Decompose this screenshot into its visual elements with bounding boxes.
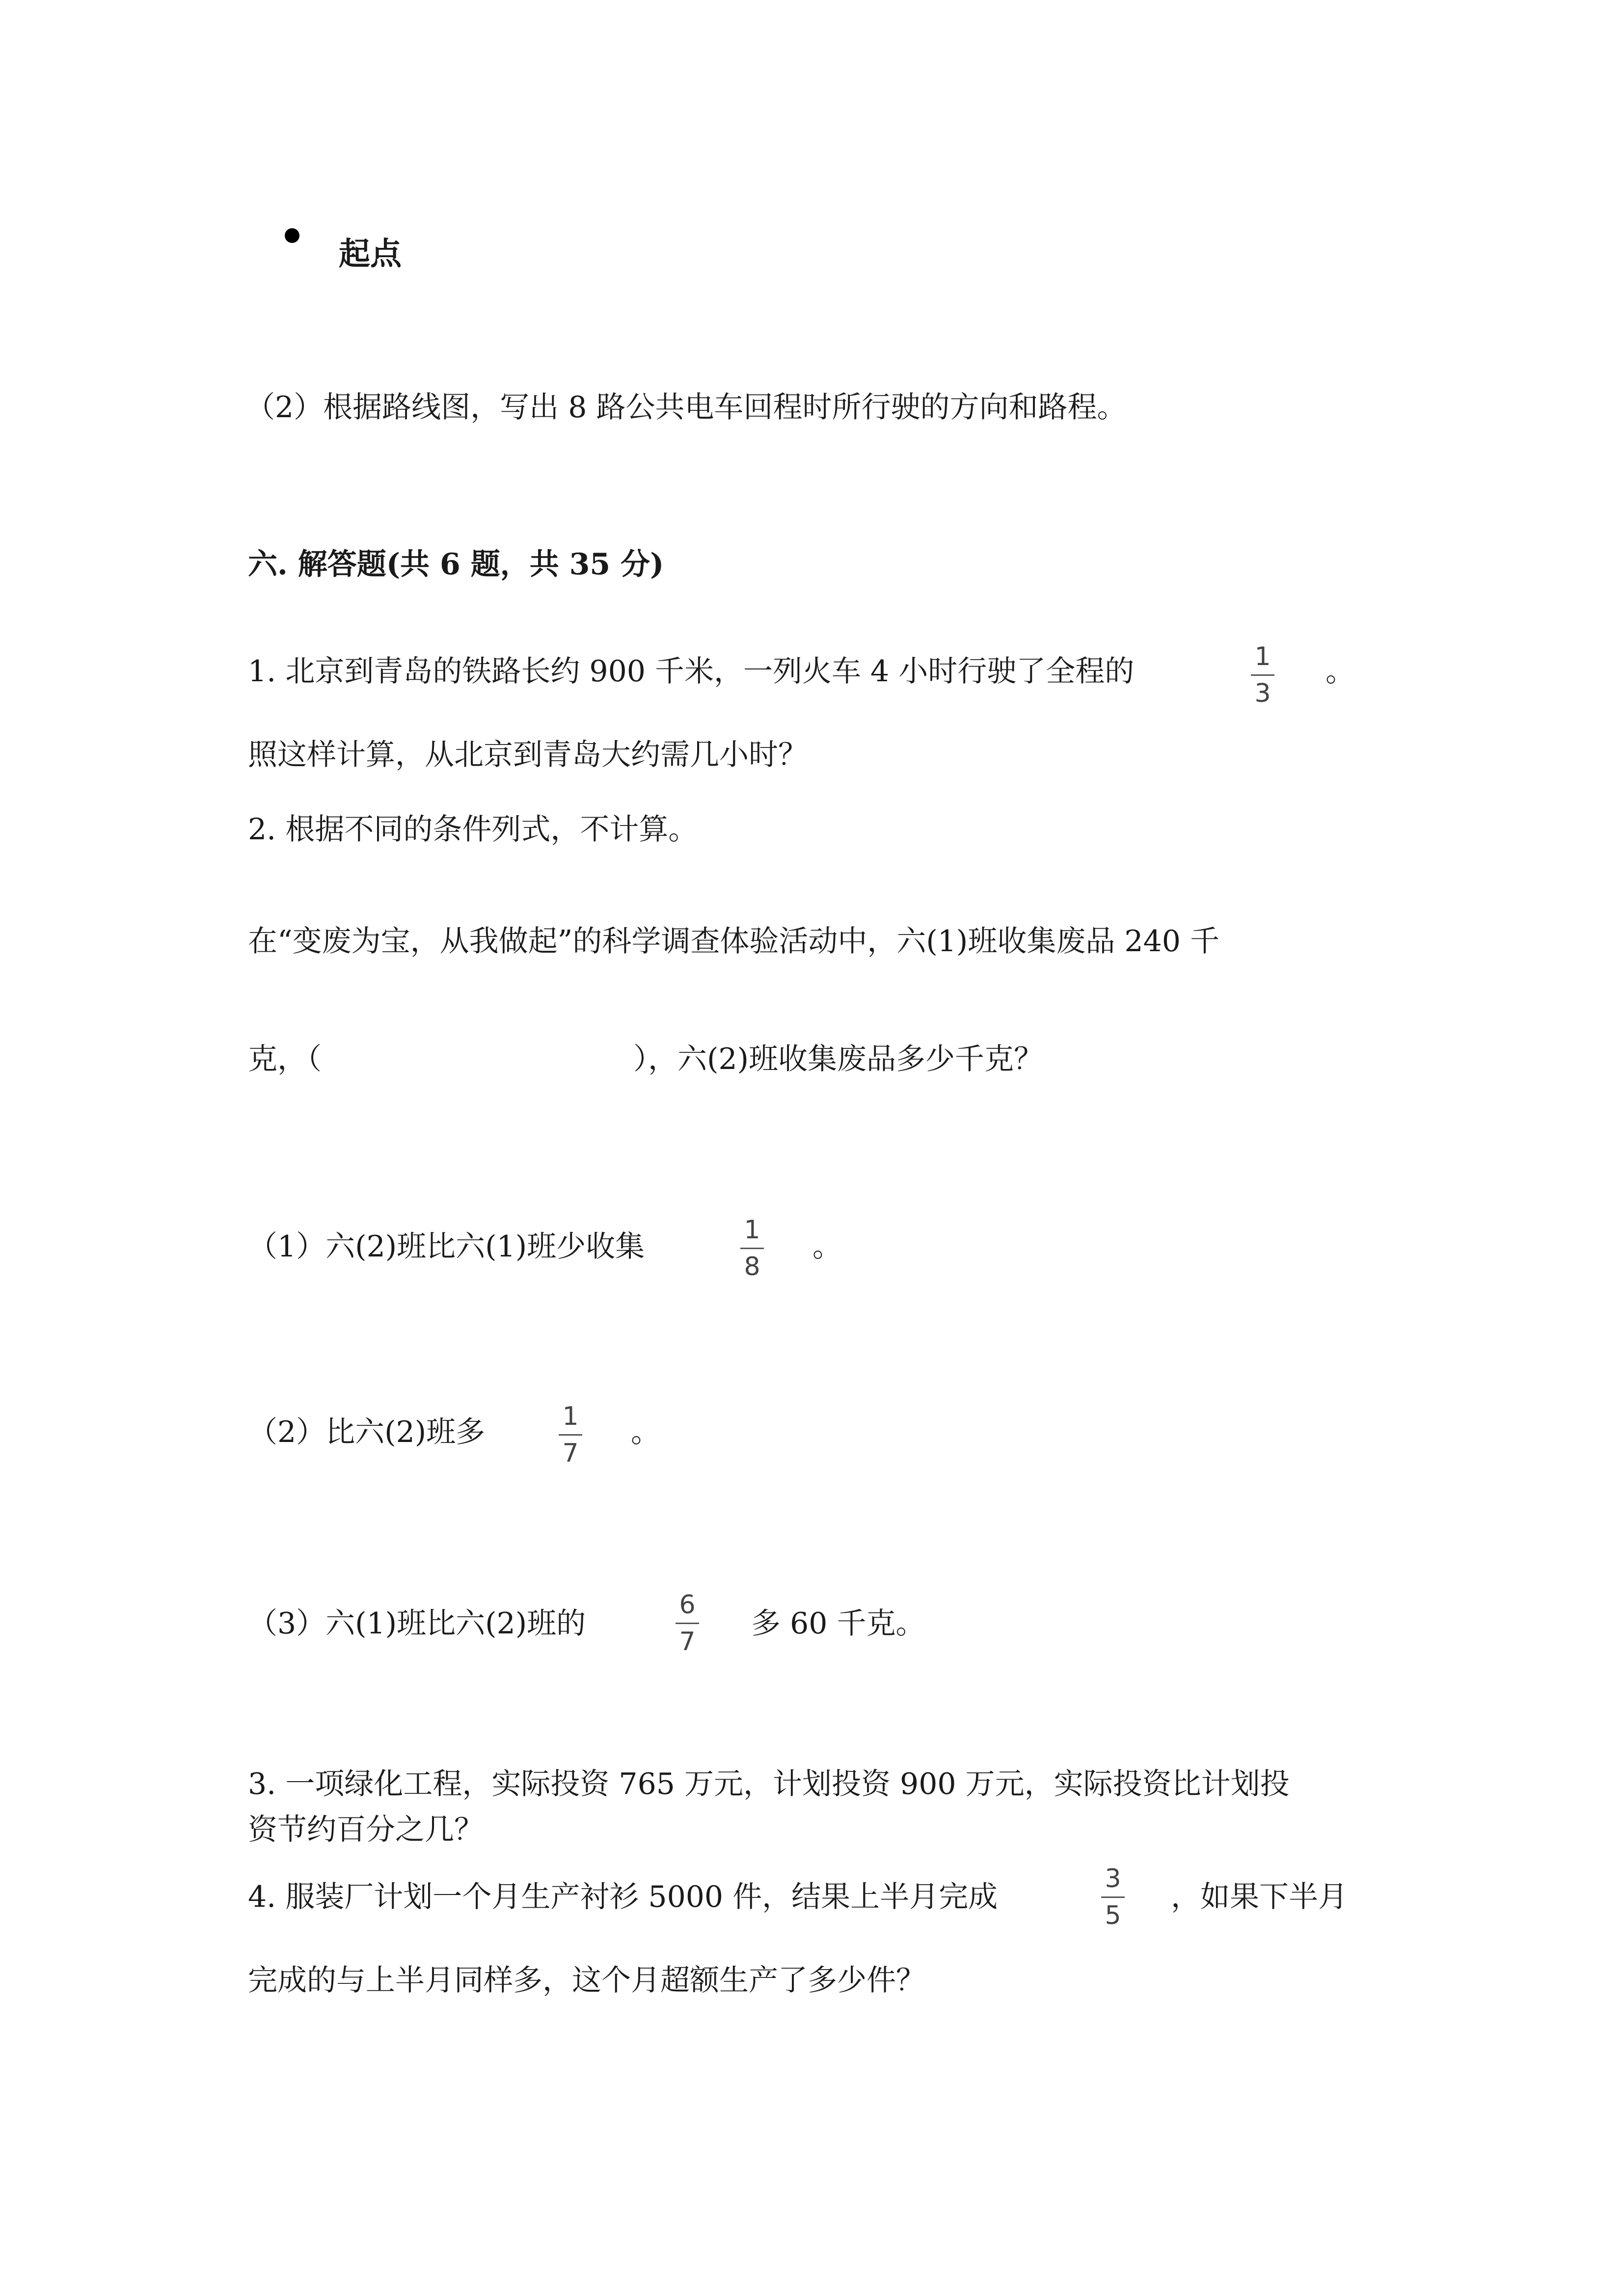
problem-4-line-2: 完成的与上半月同样多，这个月超额生产了多少件？: [248, 1963, 925, 1998]
problem-2-sub-1-period: 。: [812, 1229, 842, 1264]
fraction-bar: [676, 1623, 699, 1624]
start-point-label: 起点: [339, 236, 402, 272]
problem-2-title: 2. 根据不同的条件列式，不计算。: [248, 812, 698, 847]
problem-1-line-1: 1. 北京到青岛的铁路长约 900 千米，一列火车 4 小时行驶了全程的: [248, 654, 1135, 689]
fraction-numerator: 1: [562, 1402, 579, 1431]
problem-2-sub-2: （2）比六(2)班多: [248, 1415, 486, 1449]
problem-1-period: 。: [1326, 654, 1355, 689]
problem-4-line-1: 4. 服装厂计划一个月生产衬衫 5000 件，结果上半月完成: [248, 1880, 998, 1914]
fraction-bar: [559, 1434, 582, 1436]
fraction-denominator: 7: [679, 1627, 696, 1656]
fraction-numerator: 1: [1254, 642, 1271, 671]
problem-4-line-1-tail: ，如果下半月: [1171, 1880, 1348, 1914]
problem-2-sub-3: （3）六(1)班比六(2)班的: [248, 1606, 586, 1641]
problem-2-sub-3-tail: 多 60 千克。: [751, 1606, 925, 1641]
problem-2-sub-3-fraction: [672, 1590, 703, 1656]
problem-1-line-2: 照这样计算，从北京到青岛大约需几小时？: [248, 738, 808, 772]
problem-2-line-1: 在“变废为宝，从我做起”的科学调查体验活动中，六(1)班收集废品 240 千: [248, 924, 1220, 959]
fraction-denominator: 5: [1105, 1901, 1121, 1930]
fraction-numerator: 3: [1105, 1864, 1121, 1894]
section-title: 六. 解答题(共 6 题，共 35 分): [248, 547, 664, 582]
fraction-bar: [740, 1248, 764, 1249]
fraction-numerator: 1: [744, 1215, 760, 1245]
problem-3-line-1: 3. 一项绿化工程，实际投资 765 万元，计划投资 900 万元，实际投资比计划投: [248, 1767, 1290, 1801]
problem-2-sub-2-period: 。: [631, 1415, 660, 1449]
question-5-2: （2）根据路线图，写出 8 路公共电车回程时所行驶的方向和路程。: [245, 390, 1127, 425]
problem-3-line-2: 资节约百分之几？: [248, 1813, 484, 1847]
fraction-denominator: 8: [744, 1252, 760, 1281]
fraction-denominator: 7: [562, 1439, 579, 1468]
problem-2-sub-1-fraction: [736, 1215, 768, 1281]
problem-1-fraction: [1247, 642, 1278, 708]
problem-2-line-2b: ），六(2)班收集废品多少千克？: [633, 1042, 1043, 1076]
fraction-denominator: 3: [1254, 679, 1271, 708]
problem-2-sub-1: （1）六(2)班比六(1)班少收集: [248, 1229, 645, 1264]
fraction-bar: [1251, 674, 1274, 676]
start-point-dot: [285, 228, 299, 243]
fraction-bar: [1101, 1896, 1125, 1898]
problem-2-line-2a: 克，（: [248, 1042, 322, 1076]
fraction-numerator: 6: [679, 1590, 696, 1620]
problem-2-sub-2-fraction: [555, 1402, 586, 1468]
problem-4-fraction: [1097, 1864, 1129, 1930]
